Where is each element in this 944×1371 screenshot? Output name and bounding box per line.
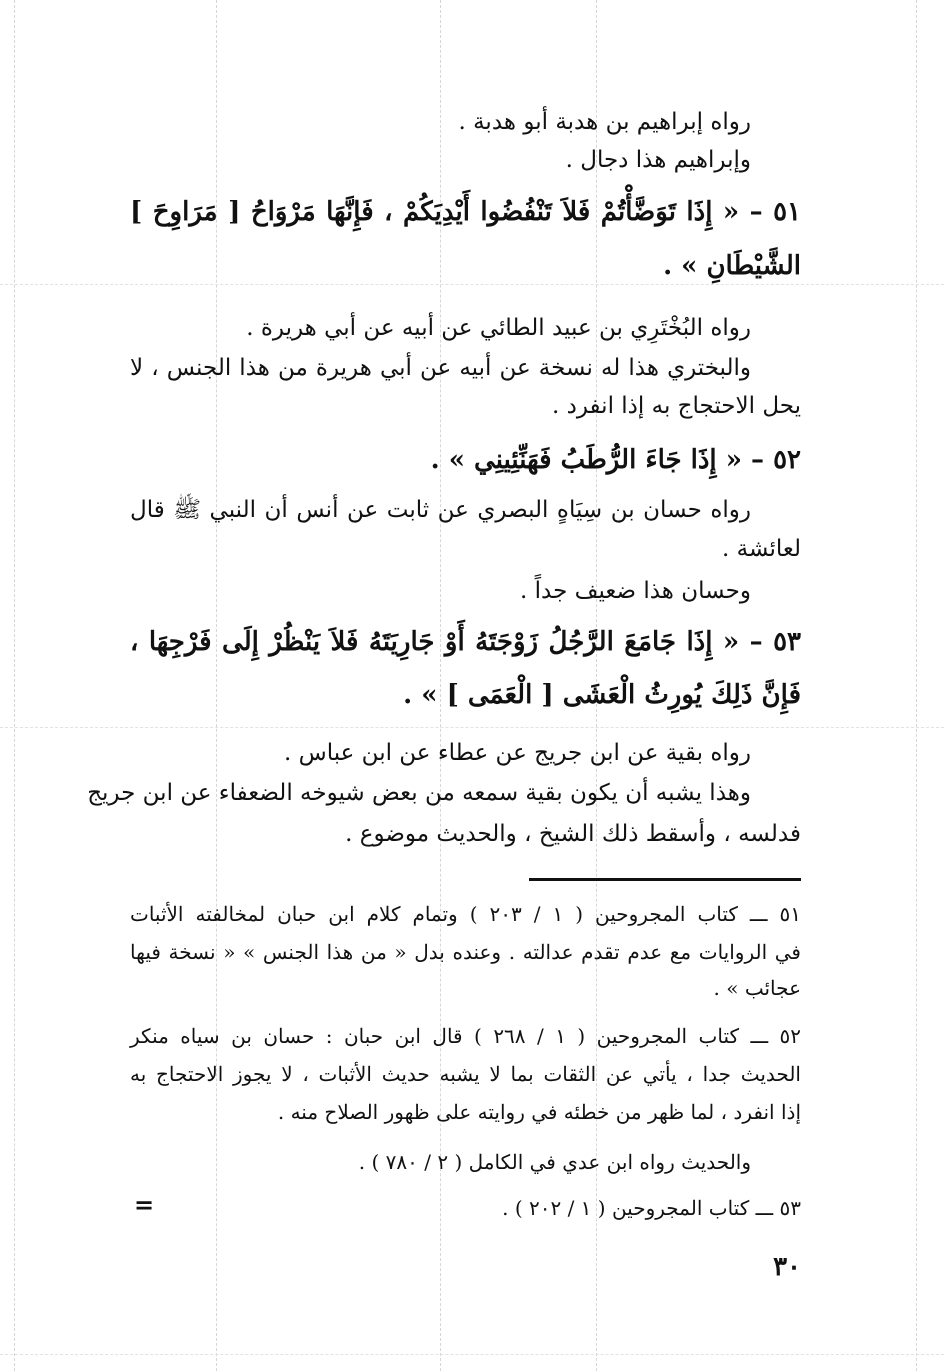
text-line: وهذا يشبه أن يكون بقية سمعه من بعض شيوخه الضعفاء عن ابن جريج [87, 780, 751, 806]
footnote-separator [529, 878, 801, 881]
text-line: رواه إبراهيم بن هدبة أبو هدبة . [458, 109, 751, 135]
hadith-53-line-1: ٥٣ – « إِذَا جَامَعَ الرَّجُلُ زَوْجَتَهُ أَوْ جَارِيَتَهُ فَلاَ يَنْظُرْ إِلَى فَرْجِهَا ، [130, 627, 801, 657]
hadith-53-line-2: فَإِنَّ ذَلِكَ يُورِثُ الْعَشَى [ الْعَمَى ] » . [403, 680, 801, 710]
text-line: وإبراهيم هذا دجال . [565, 147, 751, 173]
text-line: والبختري هذا له نسخة عن أبيه عن أبي هريرة من هذا الجنس ، لا [130, 355, 751, 381]
text-line: رواه حسان بن سِيَاهٍ البصري عن ثابت عن أنس أن النبي ﷺ قال [130, 497, 751, 523]
text-line: لعائشة . [722, 536, 801, 562]
footnote-52-line-2: الحديث جدا ، يأتي عن الثقات بما لا يشبه حديث الأثبات ، لا يجوز الاحتجاج به [130, 1062, 801, 1086]
continuation-mark: = [134, 1190, 155, 1219]
hadith-51-line-2: الشَّيْطَانِ » . [663, 251, 801, 281]
footnote-52-line-4: والحديث رواه ابن عدي في الكامل ( ٢ / ٧٨٠ ) . [358, 1150, 751, 1174]
grid-line [0, 727, 944, 728]
hadith-52: ٥٢ – « إِذَا جَاءَ الرُّطَبُ فَهَنِّئِينِي » . [430, 445, 801, 475]
footnote-52-line-1: ٥٢ ـــ كتاب المجروحين ( ١ / ٢٦٨ ) قال ابن حبان : حسان بن سياه منكر [130, 1024, 802, 1048]
hadith-51-line-1: ٥١ – « إِذَا تَوَضَّأْتُمْ فَلاَ تَنْفُضُوا أَيْدِيَكُمْ ، فَإِنَّهَا مَرْوَاحُ [ مَرَاوِحَ ] [130, 197, 801, 227]
grid-line [0, 1354, 944, 1355]
footnote-51-line-3: عجائب » . [713, 976, 801, 1000]
text-line: وحسان هذا ضعيف جداً . [520, 578, 751, 604]
footnote-51-line-1: ٥١ ـــ كتاب المجروحين ( ١ / ٢٠٣ ) وتمام كلام ابن حبان لمخالفته الأثبات [130, 902, 801, 926]
text-line: يحل الاحتجاج به إذا انفرد . [551, 393, 801, 419]
grid-line [916, 0, 917, 1371]
footnote-52-line-3: إذا انفرد ، لما ظهر من خطئه في روايته على ظهور الصلاح منه . [277, 1100, 801, 1124]
text-line: رواه البُخْتَرِي بن عبيد الطائي عن أبيه عن أبي هريرة . [246, 315, 751, 341]
footnote-51-line-2: في الروايات مع عدم تقدم عدالته . وعنده بدل « من هذا الجنس » « نسخة فيها [130, 940, 801, 964]
grid-line [14, 0, 15, 1371]
grid-line [0, 284, 944, 285]
footnote-53: ٥٣ ـــ كتاب المجروحين ( ١ / ٢٠٢ ) . [502, 1196, 801, 1220]
text-line: رواه بقية عن ابن جريج عن عطاء عن ابن عباس . [284, 740, 751, 766]
text-line: فدلسه ، وأسقط ذلك الشيخ ، والحديث موضوع . [345, 821, 801, 847]
page-number: ٣٠ [773, 1252, 801, 1282]
